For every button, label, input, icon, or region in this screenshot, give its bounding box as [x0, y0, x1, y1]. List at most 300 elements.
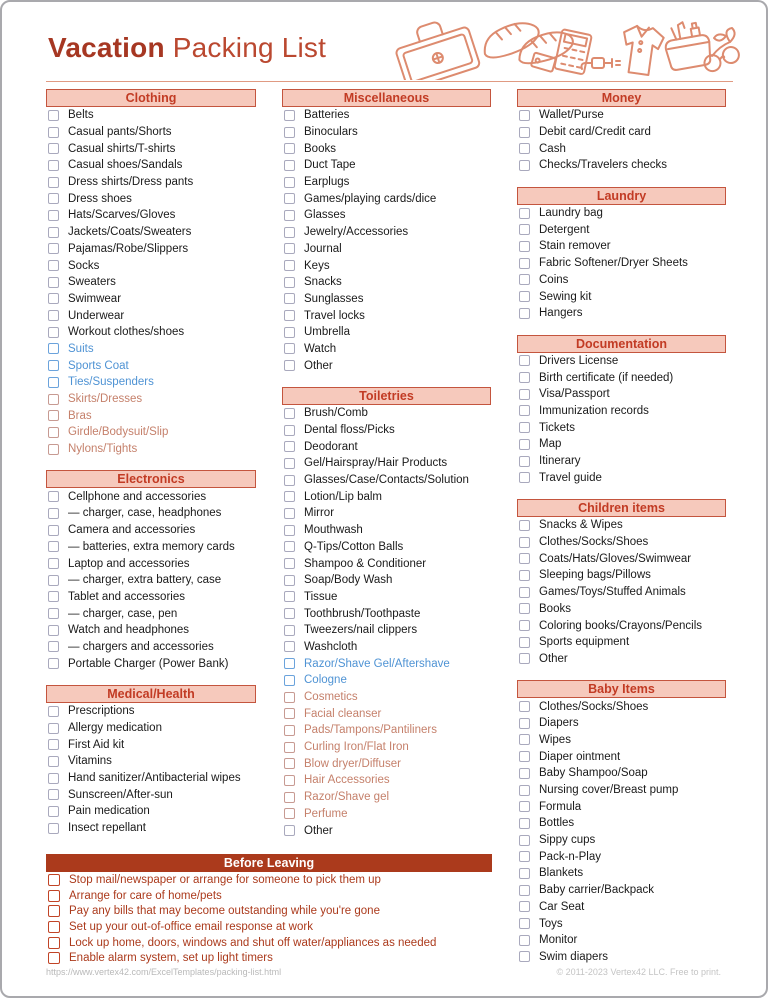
checklist-item: [517, 436, 726, 453]
checkbox[interactable]: [519, 308, 530, 319]
checklist-item: [282, 455, 491, 472]
item-label: Wipes: [539, 733, 571, 746]
section-electronics: [46, 470, 256, 672]
checklist-item: [46, 241, 256, 258]
checklist-item: [46, 357, 256, 374]
checklist-item: [517, 107, 726, 124]
item-label: Pack-n-Play: [539, 850, 601, 863]
checklist-item: [517, 732, 726, 749]
checkbox[interactable]: [284, 193, 295, 204]
checklist-item: [517, 634, 726, 651]
checklist-item: [517, 651, 726, 668]
checkbox[interactable]: [48, 823, 59, 834]
checklist-item: [282, 405, 491, 422]
checkbox[interactable]: [284, 293, 295, 304]
checkbox[interactable]: [48, 160, 59, 171]
checkbox[interactable]: [284, 641, 295, 652]
checklist-item: [46, 257, 256, 274]
checkbox[interactable]: [48, 756, 59, 767]
checkbox[interactable]: [48, 377, 59, 388]
checkbox[interactable]: [519, 768, 530, 779]
checklist-item: [517, 453, 726, 470]
checkbox[interactable]: [284, 808, 295, 819]
item-label: Keys: [304, 259, 330, 272]
item-label: Stop mail/newspaper or arrange for someone to pick them up: [69, 873, 381, 886]
checkbox[interactable]: [519, 603, 530, 614]
checkbox[interactable]: [519, 258, 530, 269]
checklist-item: [46, 107, 256, 124]
checkbox[interactable]: [48, 360, 59, 371]
checklist-item: [282, 522, 491, 539]
checklist-item: [46, 639, 256, 656]
checkbox[interactable]: [519, 439, 530, 450]
checkbox[interactable]: [284, 591, 295, 602]
item-label: Cash: [539, 142, 566, 155]
checkbox[interactable]: [48, 508, 59, 519]
checkbox[interactable]: [519, 110, 530, 121]
checkbox[interactable]: [48, 874, 60, 886]
checkbox[interactable]: [284, 608, 295, 619]
checkbox[interactable]: [48, 410, 59, 421]
checkbox[interactable]: [284, 177, 295, 188]
checklist-item: [282, 307, 491, 324]
checklist-item: [282, 107, 491, 124]
checklist-item: [46, 391, 256, 408]
checkbox[interactable]: [519, 734, 530, 745]
item-label: Sunscreen/After-sun: [68, 788, 173, 801]
column-right: [517, 89, 726, 978]
item-label: Pay any bills that may become outstanding while you're gone: [69, 905, 380, 918]
item-label: Books: [304, 142, 336, 155]
item-label: Casual pants/Shorts: [68, 126, 172, 139]
item-label: Other: [304, 359, 333, 372]
item-label: Earplugs: [304, 176, 350, 189]
item-label: Allergy medication: [68, 722, 162, 735]
checkbox[interactable]: [284, 625, 295, 636]
checkbox[interactable]: [519, 274, 530, 285]
item-label: Jewelry/Accessories: [304, 226, 409, 239]
checkbox[interactable]: [519, 143, 530, 154]
checkbox[interactable]: [48, 193, 59, 204]
item-label: Birth certificate (if needed): [539, 371, 674, 384]
checkbox[interactable]: [519, 818, 530, 829]
checkbox[interactable]: [48, 327, 59, 338]
checklist-item: [46, 872, 492, 888]
checklist-item: [282, 438, 491, 455]
checkbox[interactable]: [284, 558, 295, 569]
checkbox[interactable]: [48, 625, 59, 636]
checklist-item: [282, 772, 491, 789]
item-label: Swim diapers: [539, 950, 609, 963]
checkbox[interactable]: [48, 806, 59, 817]
checklist-item: [46, 207, 256, 224]
item-label: Lock up home, doors, windows and shut off water/appliances as needed: [69, 936, 437, 949]
checkbox[interactable]: [48, 227, 59, 238]
checkbox[interactable]: [519, 885, 530, 896]
item-label: Other: [304, 824, 333, 837]
checkbox[interactable]: [48, 343, 59, 354]
item-label: Umbrella: [304, 326, 351, 339]
item-label: Brush/Comb: [304, 407, 368, 420]
checklist-item: [46, 424, 256, 441]
checklist-item: [517, 238, 726, 255]
checklist-item: [46, 950, 492, 966]
checkbox[interactable]: [48, 444, 59, 455]
section-header: Clothing: [46, 89, 256, 107]
checklist-item: [46, 786, 256, 803]
checkbox[interactable]: [284, 575, 295, 586]
checkbox[interactable]: [48, 127, 59, 138]
checkbox[interactable]: [48, 491, 59, 502]
checkbox[interactable]: [48, 706, 59, 717]
checkbox[interactable]: [284, 792, 295, 803]
checklist-item: [282, 291, 491, 308]
item-label: Bottles: [539, 817, 575, 830]
checklist-item: [46, 803, 256, 820]
checkbox[interactable]: [48, 921, 60, 933]
checkbox[interactable]: [284, 742, 295, 753]
checklist-item: [282, 555, 491, 572]
checklist-item: [282, 422, 491, 439]
checkbox[interactable]: [48, 210, 59, 221]
item-label: Sewing kit: [539, 290, 592, 303]
checkbox[interactable]: [48, 260, 59, 271]
checklist-item: [46, 224, 256, 241]
checkbox[interactable]: [519, 224, 530, 235]
checkbox[interactable]: [284, 658, 295, 669]
checkbox[interactable]: [519, 405, 530, 416]
item-label: Tablet and accessories: [68, 590, 185, 603]
item-label: Perfume: [304, 807, 348, 820]
checklist-item: [517, 534, 726, 551]
item-label: Duct Tape: [304, 159, 356, 172]
section-header: Toiletries: [282, 387, 491, 405]
travel-decor-illustration: [386, 8, 742, 80]
page-title-rest: Packing List: [164, 32, 327, 63]
item-label: Journal: [304, 242, 342, 255]
checkbox[interactable]: [519, 751, 530, 762]
checklist-item: [517, 882, 726, 899]
checkbox[interactable]: [48, 558, 59, 569]
checkbox[interactable]: [284, 143, 295, 154]
checklist-item: [282, 157, 491, 174]
column-middle: [282, 89, 491, 978]
checklist-item: [282, 341, 491, 358]
checklist-item: [46, 441, 256, 458]
checkbox[interactable]: [519, 701, 530, 712]
checkbox[interactable]: [48, 890, 60, 902]
checkbox[interactable]: [48, 525, 59, 536]
item-label: Enable alarm system, set up light timers: [69, 952, 273, 965]
before-leaving-items: [46, 872, 492, 966]
checkbox[interactable]: [284, 692, 295, 703]
checkbox[interactable]: [519, 472, 530, 483]
checklist-item: [46, 736, 256, 753]
checkbox[interactable]: [284, 277, 295, 288]
checklist-item: [282, 539, 491, 556]
checklist-item: [517, 567, 726, 584]
checklist-item: [282, 639, 491, 656]
checkbox[interactable]: [519, 835, 530, 846]
checkbox[interactable]: [48, 541, 59, 552]
item-label: Baby Shampoo/Soap: [539, 767, 648, 780]
checklist-item: [46, 539, 256, 556]
checkbox[interactable]: [519, 868, 530, 879]
checklist-item: [46, 341, 256, 358]
checkbox[interactable]: [519, 935, 530, 946]
item-label: Hand sanitizer/Antibacterial wipes: [68, 772, 241, 785]
checkbox[interactable]: [519, 208, 530, 219]
item-label: Swimwear: [68, 292, 122, 305]
checkbox[interactable]: [48, 394, 59, 405]
checklist-item: [517, 369, 726, 386]
section-documentation: [517, 335, 726, 487]
item-label: Formula: [539, 800, 582, 813]
checkbox[interactable]: [284, 310, 295, 321]
checklist-item: [517, 305, 726, 322]
checklist-item: [517, 832, 726, 849]
checkbox[interactable]: [48, 143, 59, 154]
item-label: Visa/Passport: [539, 388, 610, 401]
section-header: Money: [517, 89, 726, 107]
checkbox[interactable]: [284, 210, 295, 221]
checklist-item: [517, 782, 726, 799]
item-label: Books: [539, 602, 571, 615]
item-label: Toothbrush/Toothpaste: [304, 607, 421, 620]
item-label: First Aid kit: [68, 738, 125, 751]
checklist-item: [282, 605, 491, 622]
checkbox[interactable]: [519, 160, 530, 171]
checklist-item: [517, 698, 726, 715]
item-label: Tickets: [539, 421, 575, 434]
checklist-item: [282, 822, 491, 839]
item-label: Shampoo & Conditioner: [304, 557, 427, 570]
checklist-item: [517, 517, 726, 534]
checkbox[interactable]: [48, 110, 59, 121]
checkbox[interactable]: [519, 241, 530, 252]
checkbox[interactable]: [519, 851, 530, 862]
checklist-item: [517, 899, 726, 916]
checklist-item: [517, 815, 726, 832]
item-label: Ties/Suspenders: [68, 376, 154, 389]
item-label: Snacks & Wipes: [539, 519, 623, 532]
section-miscellaneous: [282, 89, 491, 374]
checkbox[interactable]: [519, 901, 530, 912]
item-label: Insect repellant: [68, 822, 146, 835]
checkbox[interactable]: [519, 520, 530, 531]
checkbox[interactable]: [48, 937, 60, 949]
item-label: Laundry bag: [539, 207, 603, 220]
checkbox[interactable]: [48, 277, 59, 288]
checklist-item: [517, 140, 726, 157]
checklist-item: [46, 488, 256, 505]
item-label: Other: [539, 652, 568, 665]
checkbox[interactable]: [284, 775, 295, 786]
section-header: Laundry: [517, 187, 726, 205]
checkbox[interactable]: [284, 825, 295, 836]
checklist-item: [282, 505, 491, 522]
checkbox[interactable]: [284, 343, 295, 354]
checklist-item: [282, 488, 491, 505]
checklist-item: [46, 605, 256, 622]
checkbox[interactable]: [519, 372, 530, 383]
checkbox[interactable]: [48, 641, 59, 652]
checkbox[interactable]: [284, 458, 295, 469]
checkbox[interactable]: [48, 789, 59, 800]
checkbox[interactable]: [284, 408, 295, 419]
checkbox[interactable]: [519, 291, 530, 302]
checkbox[interactable]: [284, 541, 295, 552]
sneakers-icon: [480, 11, 576, 74]
shirt-icon: [619, 24, 665, 76]
item-label: Watch: [304, 342, 337, 355]
item-label: Glasses: [304, 209, 346, 222]
checkbox[interactable]: [48, 905, 60, 917]
checkbox[interactable]: [284, 758, 295, 769]
checklist-item: [282, 722, 491, 739]
checkbox[interactable]: [48, 952, 60, 964]
checkbox[interactable]: [519, 389, 530, 400]
checkbox[interactable]: [519, 718, 530, 729]
checklist-item: [517, 865, 726, 882]
checkbox[interactable]: [48, 243, 59, 254]
item-label: — charger, extra battery, case: [68, 574, 222, 587]
checkbox[interactable]: [519, 355, 530, 366]
checkbox[interactable]: [519, 537, 530, 548]
checkbox[interactable]: [284, 327, 295, 338]
checkbox[interactable]: [519, 570, 530, 581]
checkbox[interactable]: [284, 491, 295, 502]
item-label: Games/Toys/Stuffed Animals: [539, 586, 686, 599]
item-label: Monitor: [539, 934, 578, 947]
checkbox[interactable]: [48, 310, 59, 321]
item-label: Deodorant: [304, 440, 358, 453]
item-label: Arrange for care of home/pets: [69, 889, 222, 902]
item-label: Casual shirts/T-shirts: [68, 142, 176, 155]
checkbox[interactable]: [284, 425, 295, 436]
item-label: Coloring books/Crayons/Pencils: [539, 619, 702, 632]
checkbox[interactable]: [519, 637, 530, 648]
checkbox[interactable]: [48, 723, 59, 734]
item-label: Dental floss/Picks: [304, 424, 395, 437]
checkbox[interactable]: [48, 773, 59, 784]
item-label: Facial cleanser: [304, 707, 382, 720]
section-header: Miscellaneous: [282, 89, 491, 107]
item-label: Batteries: [304, 109, 350, 122]
item-label: Hats/Scarves/Gloves: [68, 209, 176, 222]
checkbox[interactable]: [284, 127, 295, 138]
footer-url[interactable]: https://www.vertex42.com/ExcelTemplates/packing-list.html: [46, 967, 282, 977]
checkbox[interactable]: [48, 739, 59, 750]
item-label: Travel locks: [304, 309, 365, 322]
item-label: Glasses/Case/Contacts/Solution: [304, 474, 469, 487]
section-baby-items: [517, 680, 726, 965]
checkbox[interactable]: [284, 110, 295, 121]
item-label: Vitamins: [68, 755, 112, 768]
item-label: Prescriptions: [68, 705, 135, 718]
checkbox[interactable]: [519, 918, 530, 929]
checkbox[interactable]: [519, 801, 530, 812]
checkbox[interactable]: [284, 475, 295, 486]
checkbox[interactable]: [284, 525, 295, 536]
item-label: Suits: [68, 342, 94, 355]
checkbox[interactable]: [48, 427, 59, 438]
checkbox[interactable]: [284, 708, 295, 719]
item-label: Clothes/Socks/Shoes: [539, 700, 649, 713]
checkbox[interactable]: [48, 177, 59, 188]
checklist-item: [46, 655, 256, 672]
checkbox[interactable]: [48, 591, 59, 602]
checklist-item: [46, 935, 492, 951]
checklist-item: [282, 324, 491, 341]
checkbox[interactable]: [284, 360, 295, 371]
item-label: Mirror: [304, 507, 335, 520]
checkbox[interactable]: [48, 293, 59, 304]
item-label: Pads/Tampons/Pantiliners: [304, 724, 437, 737]
checkbox[interactable]: [284, 243, 295, 254]
checklist-item: [46, 374, 256, 391]
page-title-bold: Vacation: [48, 32, 165, 63]
checkbox[interactable]: [519, 456, 530, 467]
checklist-columns: [46, 89, 726, 978]
checklist-item: [517, 157, 726, 174]
section-toiletries: [282, 387, 491, 839]
checklist-item: [282, 755, 491, 772]
item-label: — chargers and accessories: [68, 640, 214, 653]
checkbox[interactable]: [284, 160, 295, 171]
checklist-item: [517, 798, 726, 815]
checkbox[interactable]: [284, 508, 295, 519]
checkbox[interactable]: [284, 227, 295, 238]
checklist-item: [46, 888, 492, 904]
checklist-item: [517, 221, 726, 238]
item-label: Q-Tips/Cotton Balls: [304, 540, 404, 553]
checklist-item: [517, 765, 726, 782]
checkbox[interactable]: [519, 553, 530, 564]
item-label: Tissue: [304, 590, 338, 603]
checkbox[interactable]: [284, 675, 295, 686]
section-medical-health: [46, 685, 256, 837]
checklist-item: [517, 288, 726, 305]
checkbox[interactable]: [284, 260, 295, 271]
checkbox[interactable]: [519, 785, 530, 796]
item-label: Sunglasses: [304, 292, 364, 305]
item-label: Camera and accessories: [68, 524, 196, 537]
checklist-item: [282, 140, 491, 157]
item-label: Cellphone and accessories: [68, 490, 207, 503]
item-label: Workout clothes/shoes: [68, 326, 185, 339]
item-label: Laptop and accessories: [68, 557, 190, 570]
checkbox[interactable]: [519, 951, 530, 962]
checkbox[interactable]: [519, 653, 530, 664]
checkbox[interactable]: [48, 608, 59, 619]
item-label: Car Seat: [539, 900, 585, 913]
checkbox[interactable]: [519, 587, 530, 598]
checkbox[interactable]: [48, 658, 59, 669]
item-label: Portable Charger (Power Bank): [68, 657, 229, 670]
checklist-item: [282, 224, 491, 241]
checklist-item: [46, 919, 492, 935]
checkbox[interactable]: [284, 725, 295, 736]
checkbox[interactable]: [519, 422, 530, 433]
item-label: Coats/Hats/Gloves/Swimwear: [539, 552, 692, 565]
checkbox[interactable]: [48, 575, 59, 586]
checklist-item: [517, 255, 726, 272]
checkbox[interactable]: [519, 620, 530, 631]
checkbox[interactable]: [519, 127, 530, 138]
item-label: Set up your out-of-office email response at work: [69, 920, 313, 933]
checkbox[interactable]: [284, 441, 295, 452]
